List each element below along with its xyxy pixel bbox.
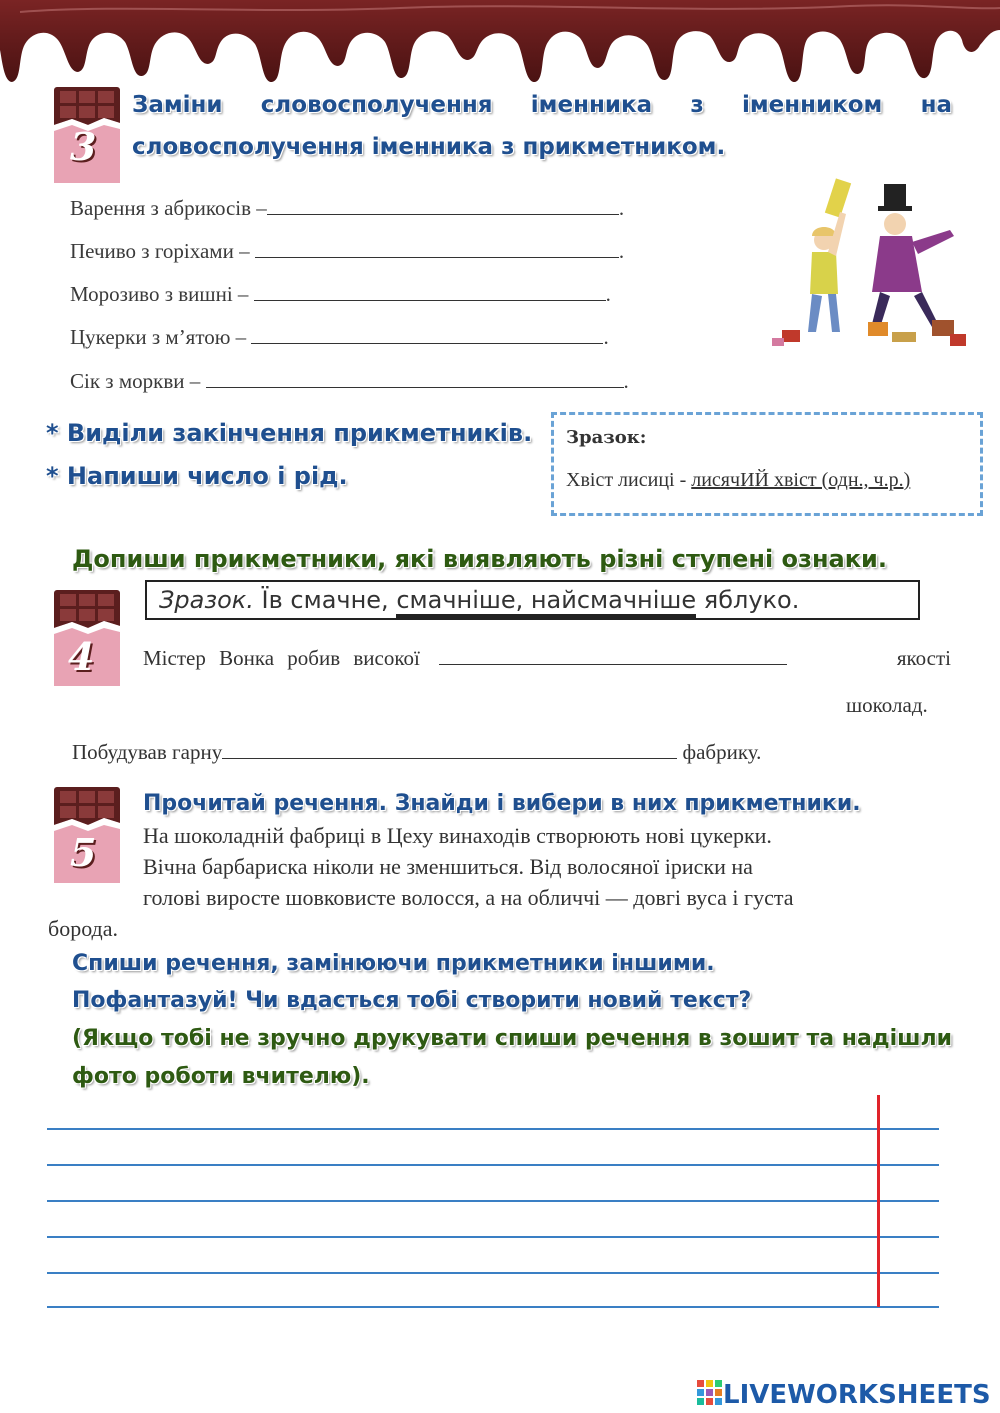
writing-line[interactable] [47, 1306, 939, 1308]
item-label: Печиво з горіхами – [70, 239, 250, 263]
writing-line[interactable] [47, 1164, 939, 1166]
liveworksheets-logo [697, 1380, 991, 1410]
task3-title-line1: Заміни словосполучення іменника з іменником на [132, 92, 952, 118]
task3-item-1: Варення з абрикосів – . [70, 196, 625, 220]
liveworksheets-logo-icon [697, 1380, 723, 1406]
example-end: яблуко. [703, 586, 800, 614]
task4-sentence2 [72, 740, 761, 765]
item-label: Варення з абрикосів – [70, 196, 267, 220]
task3-item-5: Сік з моркви – . [70, 369, 629, 393]
task-number-5: 5 [70, 830, 97, 875]
task3-title-line2: словосполучення іменника з прикметником. [132, 134, 726, 160]
task5-instruction3: (Якщо тобі не зручно друкувати спиши речення в зошит та надішли [72, 1026, 953, 1051]
task5-instruction4: фото роботи вчителю). [72, 1064, 370, 1089]
task4-heading: Допиши прикметники, які виявляють різні ступені ознаки. [72, 545, 887, 573]
writing-line[interactable] [47, 1272, 939, 1274]
task3-item-2: Печиво з горіхами – . [70, 239, 625, 263]
logo-text: LIVEWORKSHEETS [723, 1380, 991, 1410]
example-underlined: смачніше, найсмачніше [396, 586, 696, 618]
sample-box [551, 412, 983, 516]
answer-blank[interactable] [254, 284, 606, 301]
answer-blank[interactable] [251, 327, 603, 344]
margin-line [877, 1095, 880, 1307]
task-number-3: 3 [70, 124, 97, 169]
task5-instruction2: Пофантазуй! Чи вдасться тобі створити новий текст? [72, 988, 752, 1013]
sentence1-end: якості [896, 646, 951, 670]
task5-text-line3: голові виросте шовковисте волосся, а на обличчі — довгі вуса і густа [143, 885, 794, 910]
task3-item-3: Морозиво з вишні – . [70, 282, 611, 306]
task5-text-line1: На шоколадній фабриці в Цеху винаходів створюють нові цукерки. [143, 823, 772, 848]
task3-note-endings: * Виділи закінчення прикметників. [46, 419, 533, 447]
task4-example-box [145, 580, 920, 620]
answer-blank[interactable] [222, 742, 677, 759]
task4-sentence1-tail: шоколад. [846, 693, 928, 717]
writing-line[interactable] [47, 1128, 939, 1130]
task4-sentence1 [143, 646, 951, 671]
task5-instruction1: Спиши речення, замінюючи прикметники іншими. [72, 951, 715, 976]
writing-line[interactable] [47, 1200, 939, 1202]
sample-label: Зразок: [566, 427, 647, 448]
sample-text [566, 469, 910, 492]
answer-blank[interactable] [267, 198, 619, 215]
sample-answer: лисячИЙ хвіст (одн., ч.р.) [691, 469, 911, 491]
sentence1-start: Містер Вонка робив високої [143, 646, 420, 670]
chocolate-drip-decoration [0, 0, 1000, 90]
task5-heading: Прочитай речення. Знайди і вибери в них прикметники. [143, 791, 861, 816]
example-text: Їв смачне, [261, 586, 389, 614]
answer-blank[interactable] [206, 371, 624, 388]
sentence2-end: фабрику. [682, 740, 762, 764]
sentence2-start: Побудував гарну [72, 740, 223, 764]
writing-line[interactable] [47, 1236, 939, 1238]
answer-blank[interactable] [439, 648, 787, 665]
example-label: Зразок. [159, 586, 254, 614]
item-label: Морозиво з вишні – [70, 282, 249, 306]
item-label: Цукерки з м’ятою – [70, 325, 247, 349]
task3-item-4: Цукерки з м’ятою – . [70, 325, 609, 349]
task5-text-line4: борода. [48, 916, 119, 941]
task-number-4: 4 [68, 634, 95, 679]
item-label: Сік з моркви – [70, 369, 201, 393]
sample-text-prefix: Хвіст лисиці - [566, 469, 692, 491]
task3-note-number-gender: * Напиши число і рід. [46, 462, 348, 490]
answer-blank[interactable] [255, 241, 619, 258]
wonka-characters-illustration [772, 172, 972, 352]
task5-text-line2: Вічна барбариска ніколи не зменшиться. Від волосяної іриски на [143, 854, 753, 879]
